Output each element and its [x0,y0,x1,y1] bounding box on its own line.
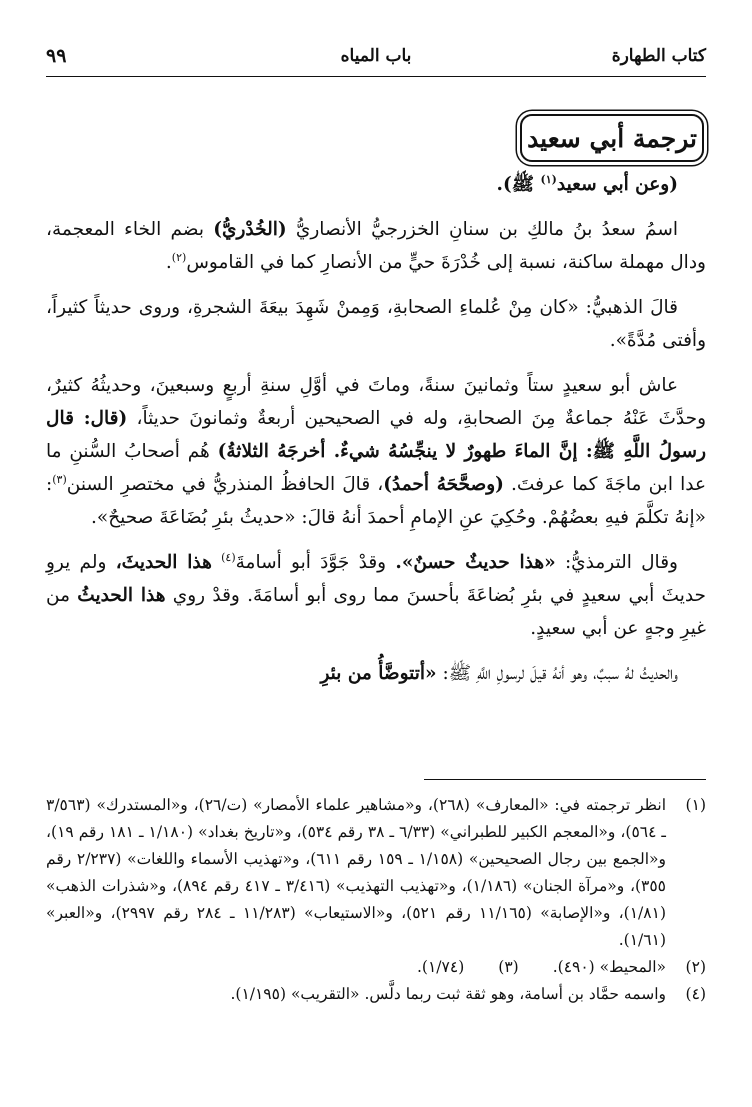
paragraph-hadith [46,369,706,534]
footnote-text: انظر ترجمته في: «المعارف» (٢٦٨)، و«مشاهير علماء الأمصار» (ت/٢٦)، و«المستدرك» (٣/٥٦٣ ـ ٥٦٤)، و«المعجم الكبير للطبراني» (٦/٣٣ ـ ٣٨ رقم ٥٣٤)، و«تاريخ بغداد» (١/١٨٠ ـ ١٨١ رقم ١٩)، و«الجمع بين رجال الصحيحين» (١/١٥٨ ـ ١٥٩ رقم ٦١١)، و«تهذيب الأسماء واللغات» (٢/٢٣٧ رقم ٣٥٥)، و«مرآة الجنان» (١/١٨٦)، و«تهذيب التهذيب» (٣/٤١٦ ـ ٤١٧ رقم ٨٩٤)، و«شذرات الذهب» (١/٨١)، و«الإصابة» (١١/١٦٥ رقم ٥٢١)، و«الاستيعاب» (١١/٢٨٣ ـ ٢٨٤ رقم ٢٩٩٧)، و«العبر» (١/٦١). [46,796,666,949]
paragraph-tirmidhi [46,546,706,645]
footnote-number: (٣) [498,958,519,976]
paragraph-name [46,213,706,279]
footnote-ref: (٣) [52,472,67,486]
paragraph-bold: هذا الحديثُ [77,585,166,606]
honorific: ﷺ [511,174,535,195]
hadith-text: (قال: قال رسولُ اللَّهِ ﷺ: إنَّ الماءَ طهورٌ لا ينجِّسُهُ شيءٌ. أخرجَهُ الثلاثةُ) [46,408,706,462]
footnote-ref: (٤) [221,550,236,564]
paragraph-text: ولم يروِ حديثَ أبي سعيدٍ في بئرِ بُضاعَةَ بأحسنَ مما روى أبو أسامَةَ. وقدْ روي [46,552,706,606]
main-text [46,168,706,690]
paragraph-bold: (وصحَّحَهُ أحمدُ) [383,474,504,495]
paragraph-dhahabi [46,291,706,357]
paragraph-text: وقدْ جَوَّدَ أبو أسامةَ [235,552,387,573]
footnote-text: واسمه حمَّاد بن أسامة، وهو ثقة ثبت ربما دلَّس. «التقريب» (١/١٩٥). [230,985,666,1003]
footnotes [46,792,706,1008]
paragraph-text: وقال الترمذيُّ: [564,552,678,573]
paragraph-bold: «أتتوضَّأُ من بئرِ [320,663,437,684]
footnote-inline-group [383,954,666,981]
hadith-intro [46,168,706,201]
paragraph-bold: (الخُدْريُّ) [213,219,287,240]
footnote [46,954,706,981]
paragraph-text: والحديثُ لهُ سببٌ، وهو أنهُ قيلَ لرسولِ اللَّهِ ﷺ: [442,663,678,684]
section-title [520,114,704,162]
footnote-text: «المحيط» (٤٩٠). [552,958,666,976]
paragraph-text: هُم أصحابُ السُّننِ ما عدا ابن ماجَةَ كما عرفتَ. [46,441,706,495]
header-divider [46,76,706,77]
footnote-number: (٤) [685,985,706,1003]
paragraph-text: ، قالَ الحافظُ المنذريُّ في مختصرِ السنن [66,474,384,495]
paragraph-text: من غيرِ وجهٍ عن أبي سعيدٍ. [46,585,706,639]
paragraph-text: عاش أبو سعيدٍ ستاً وثمانينَ سنةً، وماتَ في أوَّلِ سنةِ أربعٍ وسبعينَ، وحديثُهُ كثيرٌ، وحدَّثَ عَنْهُ جماعةٌ مِنَ الصحابةِ، وله في الصحيحين أربعةٌ وثمانونَ حديثاً، [46,375,706,429]
paragraph-text: : «إنهُ تكلَّمَ فيهِ بعضُهُمْ. وحُكِيَ عنِ الإمامِ أحمدَ أنهُ قالَ: «حديثُ بئرِ بُضَاعَةَ صحيحٌ». [46,474,706,528]
chapter-title: باب المياه [340,46,412,66]
footnote [46,792,706,954]
book-title: كتاب الطهارة [611,46,706,66]
footnote-ref: (٢) [171,250,187,264]
page-number: ٩٩ [46,45,67,67]
paragraph-bold: «هذا حديثٌ حسنٌ». [395,552,556,573]
footnote-number: (٢) [685,958,706,976]
footnote [46,981,706,1008]
hadith-intro-closing: ). [496,174,512,195]
paragraph-text: قالَ الذهبيُّ: «كان مِنْ عُلماءِ الصحابةِ، وَمِمنْ شَهِدَ بيعَةَ الشجرةِ، وروى حديثاً كثيراً، وأفتى مُدَّةً». [46,297,706,351]
footnote-text: (١/٧٤). [417,958,465,976]
paragraph-text: . [165,252,172,273]
paragraph-text: اسمُ سعدُ بنُ مالكِ بن سنانِ الخزرجيُّ الأنصاريُّ [295,219,678,240]
running-header [46,40,706,72]
footnote-divider [424,779,706,780]
footnote-number: (١) [685,796,706,814]
hadith-intro-text: (وعن أبي سعيد [556,174,678,195]
section-title-text: ترجمة أبي سعيد [527,123,697,153]
footnote-ref: (١) [540,172,557,186]
paragraph-bold: هذا الحديثَ، [115,552,212,573]
paragraph-text: بضم الخاء المعجمة، ودال مهملة ساكنة، نسبة إلى خُدْرَةَ حيٍّ من الأنصارِ كما في القاموس [46,219,706,273]
paragraph-cause [46,657,706,690]
